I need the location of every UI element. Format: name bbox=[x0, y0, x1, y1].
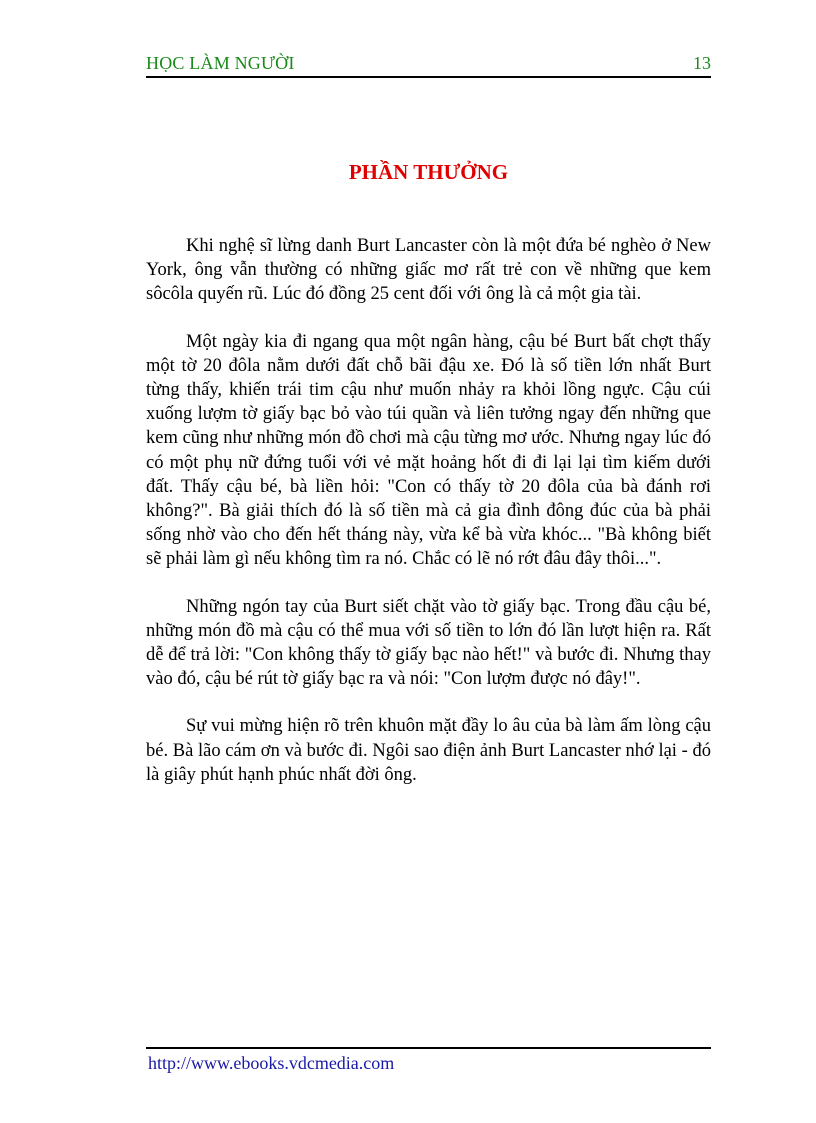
article-body bbox=[146, 234, 711, 810]
page-number: 13 bbox=[693, 53, 711, 73]
paragraph: Khi nghệ sĩ lừng danh Burt Lancaster còn là một đứa bé nghèo ở New York, ông vẫn thường có những giấc mơ rất trẻ con về những que kem sôcôla quyến rũ. Lúc đó đồng 25 cent đối với ông là cả một gia tài. bbox=[146, 236, 711, 305]
book-title: HỌC LÀM NGƯỜI bbox=[146, 53, 295, 73]
paragraph: Những ngón tay của Burt siết chặt vào tờ giấy bạc. Trong đầu cậu bé, những món đồ mà cậu có thể mua với số tiền to lớn đó lần lượt hiện ra. Rất dễ để trả lời: "Con không thấy tờ giấy bạc nào hết!" và bước đi. Nhưng thay vào đó, cậu bé rút tờ giấy bạc ra và nói: "Con lượm được nó đây!". bbox=[146, 596, 711, 690]
chapter-title: PHẦN THƯỞNG bbox=[348, 160, 509, 184]
page-header bbox=[146, 50, 711, 78]
paragraph: Một ngày kia đi ngang qua một ngân hàng, cậu bé Burt bất chợt thấy một tờ 20 đôla nằm dưới đất chỗ bãi đậu xe. Đó là số tiền lớn nhất Burt từng thấy, khiến trái tim cậu như muốn nhảy ra khỏi lồng ngực. Cậu cúi xuống lượm tờ giấy bạc bỏ vào túi quần và liên tưởng ngay đến những que kem cũng như những món đồ chơi mà cậu từng mơ ước. Nhưng ngay lúc đó có một phụ nữ đứng tuổi với vẻ mặt hoảng hốt đi đi lại lại tìm kiếm dưới đất. Thấy cậu bé, bà liền hỏi: "Con có thấy tờ 20 đôla của bà đánh rơi không?". Bà giải thích đó là số tiền mà cả gia đình đông đúc của bà phải sống nhờ vào cho đến hết tháng này, vừa kể bà vừa khóc... "Bà không biết sẽ phải làm gì nếu không tìm ra nó. Chắc có lẽ nó rớt đâu đây thôi...". bbox=[146, 331, 711, 570]
paragraph: Sự vui mừng hiện rõ trên khuôn mặt đầy lo âu của bà làm ấm lòng cậu bé. Bà lão cám ơn và bước đi. Ngôi sao điện ảnh Burt Lancaster nhớ lại - đó là giây phút hạnh phúc nhất đời ông. bbox=[146, 716, 711, 785]
footer-url-link[interactable]: http://www.ebooks.vdcmedia.com bbox=[148, 1053, 395, 1073]
page-footer bbox=[146, 1047, 711, 1073]
